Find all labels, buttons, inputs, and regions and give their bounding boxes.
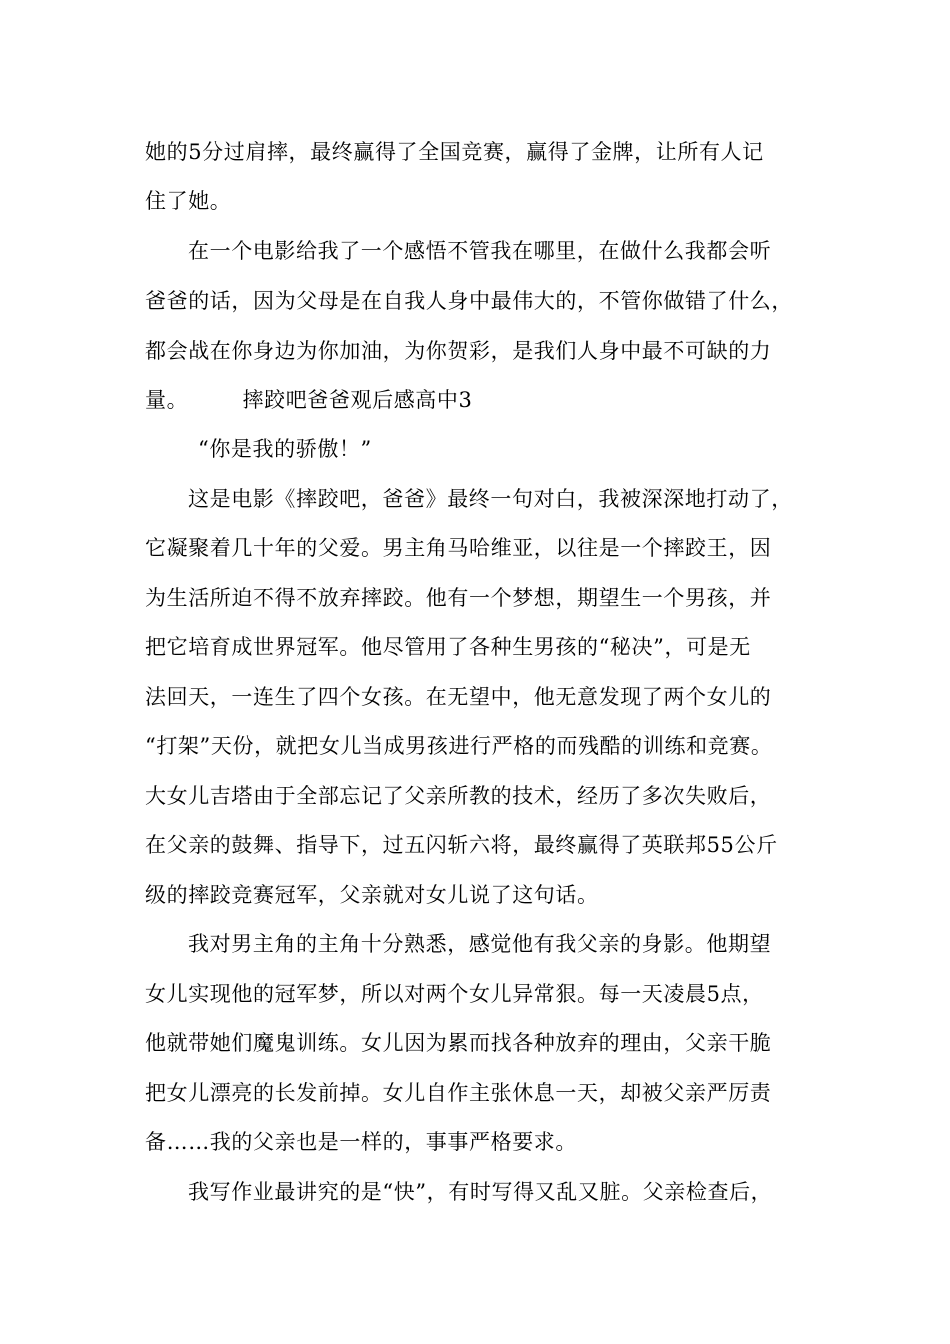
text-line: 都会战在你身边为你加油，为你贺彩，是我们人身中最不可缺的力 xyxy=(145,339,772,363)
paragraph-start-line: 我对男主角的主角十分熟悉，感觉他有我父亲的身影。他期望 xyxy=(188,932,772,956)
text-line: 把女儿漂亮的长发前掉。女儿自作主张休息一天，却被父亲严厉责 xyxy=(145,1081,772,1105)
text-line: 她的5分过肩摔，最终赢得了全国竞赛，赢得了金牌，让所有人记 xyxy=(145,140,764,164)
paragraph-start-line: 这是电影《摔跤吧，爸爸》最终一句对白，我被深深地打动了， xyxy=(188,487,793,511)
paragraph-start-line: 在一个电影给我了一个感悟不管我在哪里，在做什么我都会听 xyxy=(188,239,772,263)
text-line: 备……我的父亲也是一样的，事事严格要求。 xyxy=(145,1130,577,1154)
text-line: 在父亲的鼓舞、指导下，过五闪斩六将，最终赢得了英联邦55公斤 xyxy=(145,833,778,857)
text-line: 他就带她们魔鬼训练。女儿因为累而找各种放弃的理由，父亲干脆 xyxy=(145,1031,772,1055)
text-line: 住了她。 xyxy=(145,189,232,213)
text-line: 法回天，一连生了四个女孩。在无望中，他无意发现了两个女儿的 xyxy=(145,685,772,709)
text-line: 爸爸的话，因为父母是在自我人身中最伟大的，不管你做错了什么， xyxy=(145,289,793,313)
text-line: 把它培育成世界冠军。他尽管用了各种生男孩的“秘决”，可是无 xyxy=(145,635,751,659)
text-line: 它凝聚着几十年的父爱。男主角马哈维亚，以往是一个摔跤王，因 xyxy=(145,536,772,560)
text-line: 为生活所迫不得不放弃摔跤。他有一个梦想，期望生一个男孩，并 xyxy=(145,586,772,610)
text-line: “打架”天份，就把女儿当成男孩进行严格的而残酷的训练和竞赛。 xyxy=(145,734,773,758)
paragraph-start-line: 我写作业最讲究的是“快”，有时写得又乱又脏。父亲检查后， xyxy=(188,1180,773,1204)
section-heading-line: 量。 摔跤吧爸爸观后感高中3 xyxy=(145,388,473,412)
quote-line: “你是我的骄傲！” xyxy=(198,437,372,461)
text-line: 大女儿吉塔由于全部忘记了父亲所教的技术，经历了多次失败后， xyxy=(145,784,772,808)
text-line: 级的摔跤竞赛冠军，父亲就对女儿说了这句话。 xyxy=(145,883,599,907)
text-line: 女儿实现他的冠军梦，所以对两个女儿异常狠。每一天凌晨5点， xyxy=(145,982,764,1006)
